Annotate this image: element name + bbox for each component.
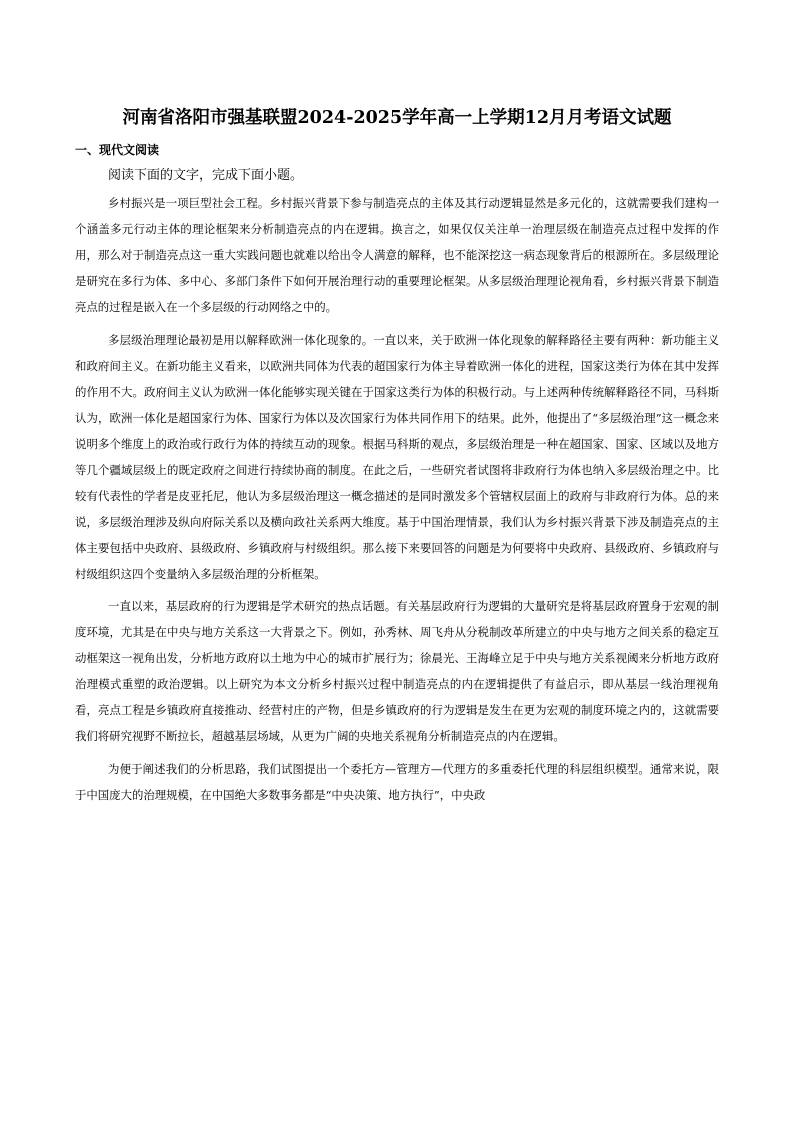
passage-paragraph-3: 一直以来，基层政府的行为逻辑是学术研究的热点话题。有关基层政府行为逻辑的大量研究是将基层政府置身于宏观的制度环境，尤其是在中央与地方关系这一大背景之下。例如，孙秀林、周飞舟从分税制改革所建立的中央与地方之间关系的稳定互动框架这一视角出发，分析地方政府以土地为中心的城市扩展行为；徐晨光、王海峰立足于中央与地方关系视阈来分析地方政府治理模式重塑的政治逻辑。以上研究为本文分析乡村振兴过程中制造亮点的内在逻辑提供了有益启示，即从基层一线治理视角看，亮点工程是乡镇政府直接推动、经营村庄的产物，但是乡镇政府的行为逻辑是发生在更为宏观的制度环境之内的，这就需要我们将研究视野不断拉长，超越基层场域，从更为广阔的央地关系视角分析制造亮点的内在逻辑。 xyxy=(75,599,719,743)
section-heading: 一、现代文阅读 xyxy=(75,143,160,157)
passage-paragraph-2: 多层级治理理论最初是用以解释欧洲一体化现象的。一直以来，关于欧洲一体化现象的解释路径主要有两种：新功能主义和政府间主义。在新功能主义看来，以欧洲共同体为代表的超国家行为体主导着欧洲一体化的进程，国家这类行为体在其中发挥的作用不大。政府间主义认为欧洲一体化能够实现关键在于国家这类行为体的积极行动。与上述两种传统解释路径不同，马科斯认为，欧洲一体化是超国家行为体、国家行为体以及次国家行为体共同作用下的结果。此外，他提出了“多层级治理”这一概念来说明多个维度上的政治或行政行为体的持续互动的现象。根据马科斯的观点，多层级治理是一种在超国家、国家、区域以及地方等几个疆域层级上的既定政府之间进行持续协商的制度。在此之后，一些研究者试图将非政府行为体也纳入多层级治理之中。比较有代表性的学者是皮亚托尼，他认为多层级治理这一概念描述的是同时激发多个管辖权层面上的政府与非政府行为体。总的来说，多层级治理涉及纵向府际关系以及横向政社关系两大维度。基于中国治理情景，我们认为乡村振兴背景下涉及制造亮点的主体主要包括中央政府、县级政府、乡镇政府与村级组织。那么接下来要回答的问题是为何要将中央政府、县级政府、乡镇政府与村级组织这四个变量纳入多层级治理的分析框架。 xyxy=(75,332,719,581)
passage-paragraph-1: 乡村振兴是一项巨型社会工程。乡村振兴背景下参与制造亮点的主体及其行动逻辑显然是多元化的，这就需要我们建构一个涵盖多元行动主体的理论框架来分析制造亮点的内在逻辑。换言之，如果仅仅关注单一治理层级在制造亮点过程中发挥的作用，那么对于制造亮点这一重大实践问题也就难以给出令人满意的解释，也不能深挖这一病态现象背后的根源所在。多层级理论是研究在多行为体、多中心、多部门条件下如何开展治理行动的重要理论框架。从多层级治理理论视角看，乡村振兴背景下制造亮点的过程是嵌入在一个多层级的行动网络之中的。 xyxy=(75,196,719,314)
reading-instruction: 阅读下面的文字，完成下面小题。 xyxy=(108,168,304,183)
document-title: 河南省洛阳市强基联盟2024-2025学年高一上学期12月月考语文试题 xyxy=(122,108,672,128)
passage-body xyxy=(75,190,719,814)
passage-paragraph-4: 为便于阐述我们的分析思路，我们试图提出一个委托方—管理方—代理方的多重委托代理的科层组织模型。通常来说，限于中国庞大的治理规模，在中国绝大多数事务都是“中央决策、地方执行”，中央政 xyxy=(75,761,719,802)
